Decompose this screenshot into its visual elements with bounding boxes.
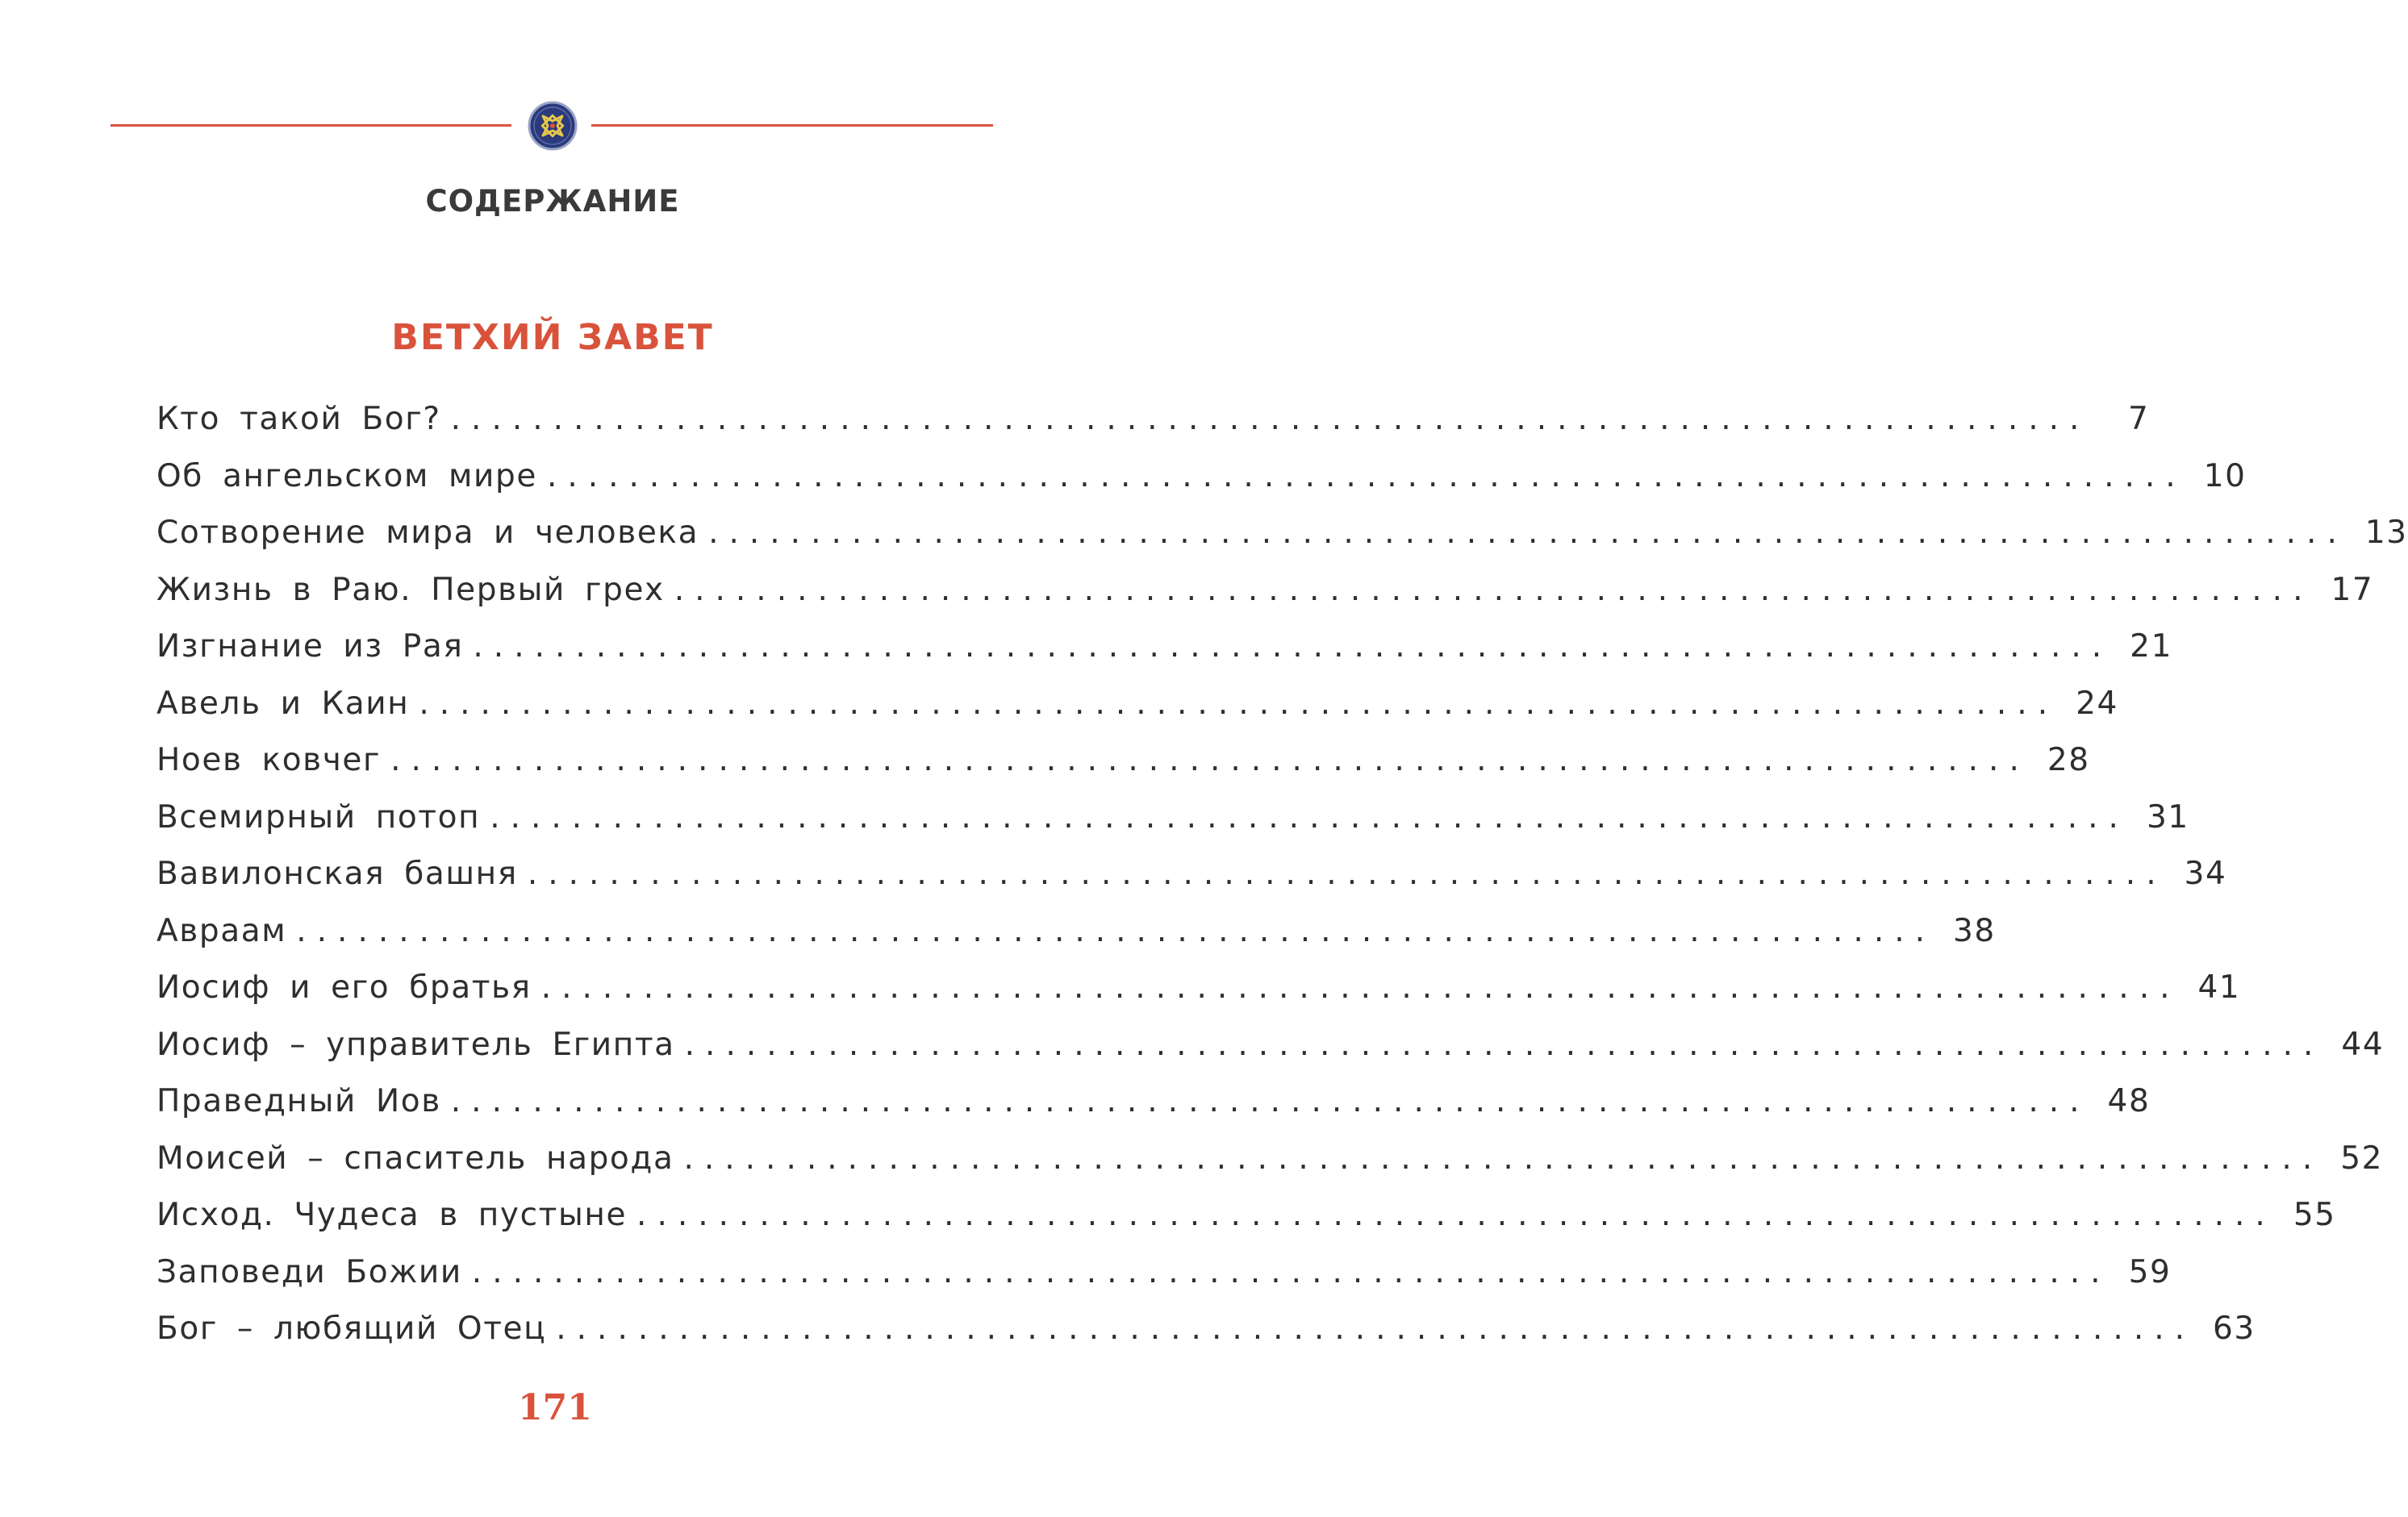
ornament-rule-left [111, 124, 511, 127]
toc-entry-title: Об ангельском мире [156, 457, 537, 494]
toc-entry-page: 28 [2047, 742, 2090, 778]
toc-entry[interactable] [156, 685, 2118, 743]
toc-entry[interactable] [156, 798, 2189, 856]
toc-entry-title: Ноев ковчег [156, 742, 382, 778]
dot-leader: ................................................................................ [540, 969, 2181, 1006]
toc-entry[interactable] [156, 1140, 2384, 1198]
toc-entry-page: 44 [2341, 1026, 2385, 1063]
toc-entry-title: Сотворение мира и человека [156, 515, 699, 551]
dot-leader: ................................................................................ [683, 1140, 2323, 1177]
section-title: ВЕТХИЙ ЗАВЕТ [391, 317, 714, 358]
dot-leader: ................................................................................ [296, 912, 1936, 949]
toc-entry-page: 21 [2130, 628, 2172, 665]
toc-entry[interactable] [156, 571, 2374, 629]
dot-leader: ................................................................................ [556, 1311, 2196, 1347]
toc-entry-title: Жизнь в Раю. Первый грех [156, 571, 665, 608]
dot-leader: ................................................................................ [546, 457, 2186, 494]
toc-entry-page: 41 [2197, 969, 2241, 1006]
dot-leader: ................................................................................ [674, 571, 2314, 608]
toc-entry[interactable] [156, 856, 2227, 913]
toc-entry-page: 55 [2293, 1197, 2336, 1233]
toc-entry[interactable] [156, 1311, 2256, 1368]
toc-entry-page: 10 [2203, 457, 2247, 494]
toc-entry-page: 52 [2340, 1140, 2384, 1177]
toc-entry-page: 34 [2184, 856, 2227, 892]
dot-leader: ................................................................................ [471, 1253, 2111, 1290]
toc-entry-title: Изгнание из Рая [156, 628, 464, 665]
toc-entry[interactable] [156, 515, 2408, 572]
toc-entry-page: 13 [2364, 515, 2408, 551]
toc-entry-title: Авель и Каин [156, 685, 410, 722]
dot-leader: ................................................................................ [473, 628, 2113, 665]
table-of-contents [156, 401, 2408, 1368]
toc-entry[interactable] [156, 742, 2090, 799]
toc-entry[interactable] [156, 1253, 2172, 1311]
contents-title: СОДЕРЖАНИЕ [425, 184, 680, 219]
toc-entry[interactable] [156, 1083, 2151, 1140]
toc-entry-page: 31 [2146, 798, 2189, 836]
page-number: 171 [518, 1387, 592, 1428]
dot-leader: ................................................................................ [684, 1026, 2324, 1063]
toc-entry[interactable] [156, 912, 1996, 970]
toc-entry-title: Авраам [156, 912, 287, 949]
dot-leader: ................................................................................ [527, 856, 2167, 892]
toc-entry-page: 59 [2128, 1253, 2172, 1290]
toc-entry-page: 38 [1953, 912, 1996, 949]
toc-entry-title: Бог – любящий Отец [156, 1311, 547, 1347]
toc-entry-page: 63 [2213, 1311, 2256, 1347]
toc-entry-page: 24 [2076, 685, 2118, 722]
toc-entry-title: Иосиф и его братья [156, 969, 532, 1006]
dot-leader: ................................................................................ [708, 515, 2347, 551]
toc-entry-page: 17 [2331, 571, 2374, 608]
toc-entry-title: Исход. Чудеса в пустыне [156, 1197, 628, 1233]
dot-leader: ................................................................................ [490, 798, 2129, 836]
toc-entry-title: Праведный Иов [156, 1083, 441, 1119]
toc-entry-title: Вавилонская башня [156, 856, 518, 892]
toc-entry-title: Всемирный потоп [156, 798, 481, 836]
toc-entry-page: 48 [2107, 1083, 2151, 1119]
toc-entry[interactable] [156, 628, 2172, 686]
ornament-rule-right [591, 124, 993, 127]
toc-entry[interactable] [156, 1197, 2336, 1254]
dot-leader: ................................................................................ [419, 685, 2059, 722]
dot-leader: ................................................................................ [450, 1083, 2090, 1119]
dot-leader: ................................................................................ [390, 742, 2030, 778]
toc-entry[interactable] [156, 457, 2247, 515]
toc-entry-title: Моисей – спаситель народа [156, 1140, 674, 1177]
toc-entry-page: 7 [2128, 401, 2150, 437]
toc-entry[interactable] [156, 401, 2150, 458]
dot-leader: ................................................................................ [636, 1197, 2276, 1233]
toc-entry[interactable] [156, 1026, 2385, 1084]
toc-entry-title: Заповеди Божии [156, 1253, 462, 1290]
toc-entry-title: Кто такой Бог? [156, 401, 441, 437]
medallion-icon [528, 101, 578, 151]
toc-entry[interactable] [156, 969, 2241, 1027]
dot-leader: ................................................................................ [450, 401, 2090, 437]
toc-entry-title: Иосиф – управитель Египта [156, 1026, 675, 1063]
